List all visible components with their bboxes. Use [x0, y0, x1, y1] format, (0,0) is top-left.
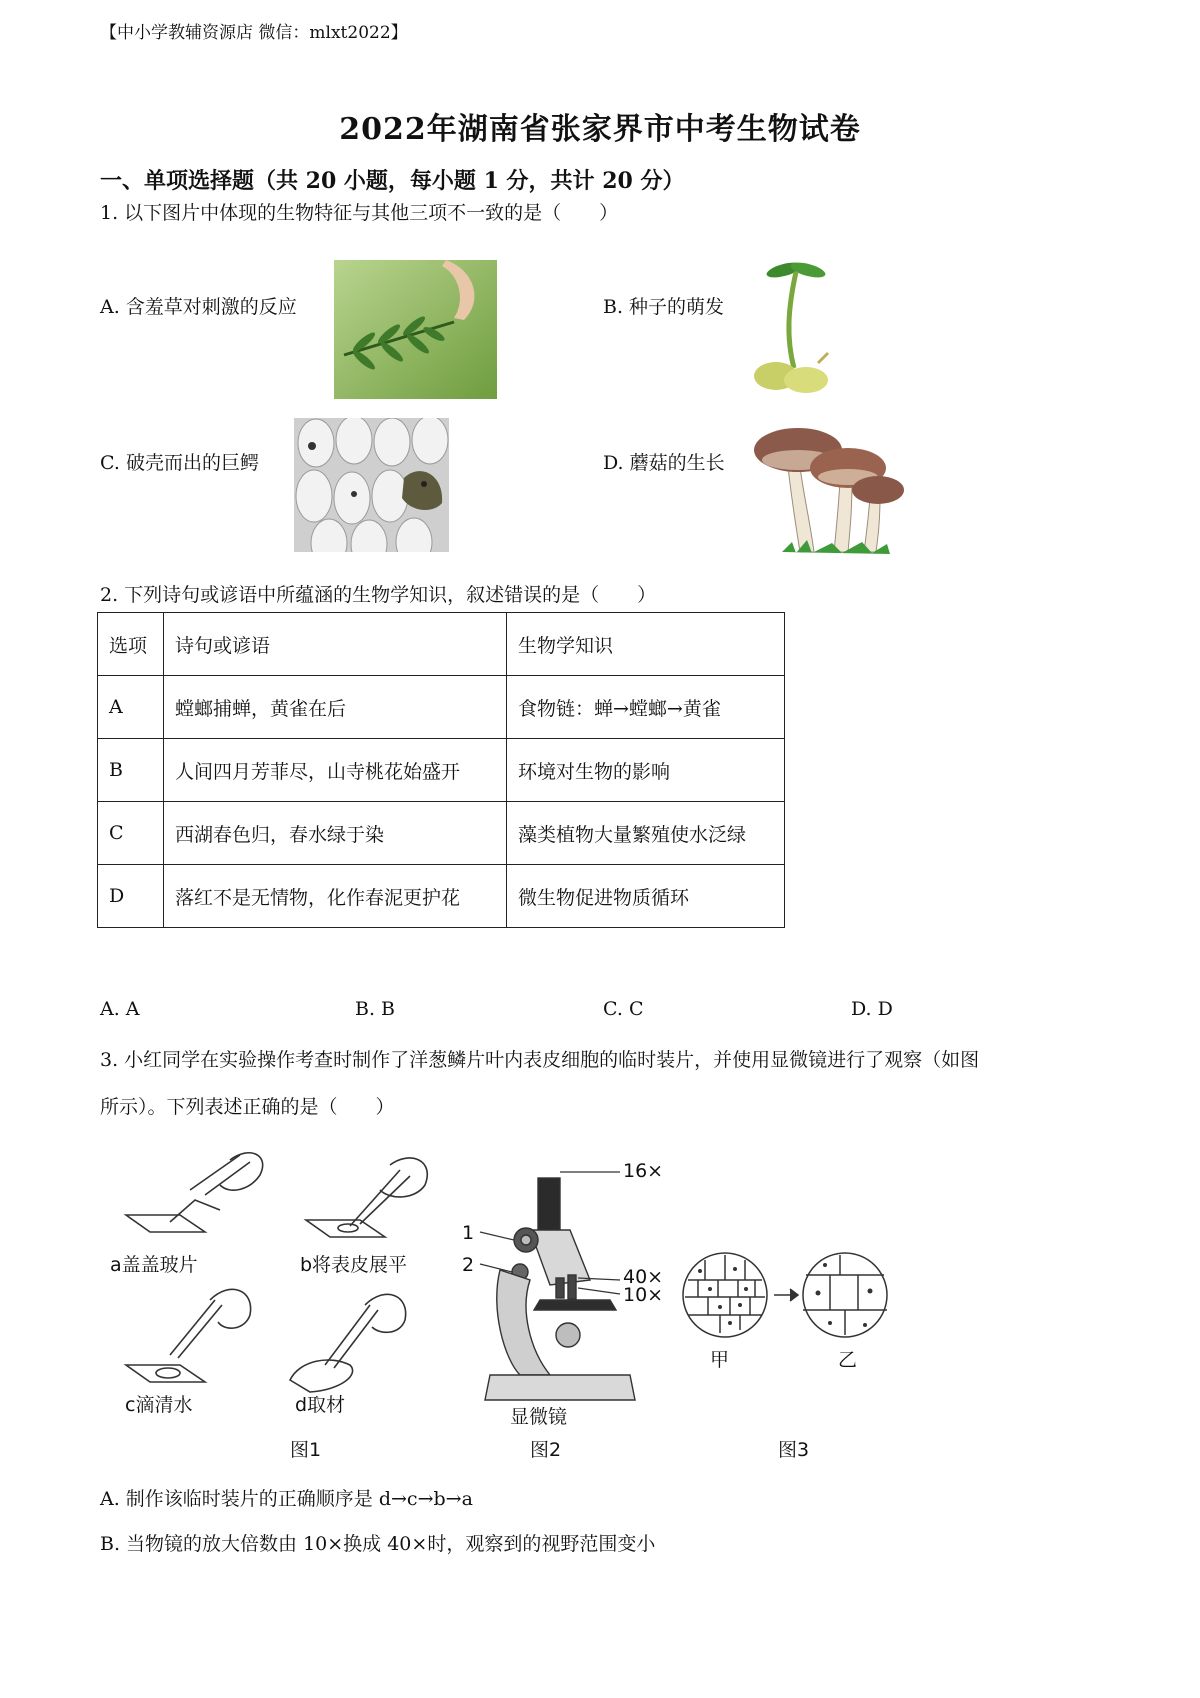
q2-answer-a: A. A	[100, 998, 140, 1020]
q3-option-a: A. 制作该临时装片的正确顺序是 d→c→b→a	[100, 1488, 473, 1510]
q1-option-b: B. 种子的萌发	[603, 296, 725, 318]
knowledge-table	[97, 612, 785, 928]
fig2-label-10x: 10×	[623, 1284, 664, 1306]
fig1-label-b: b将表皮展平	[300, 1254, 408, 1276]
q3-option-b: B. 当物镜的放大倍数由 10×换成 40×时，观察到的视野范围变小	[100, 1533, 656, 1555]
fig2-caption: 图2	[530, 1439, 562, 1461]
table-header-row	[98, 613, 785, 676]
fig3-label-yi: 乙	[838, 1349, 858, 1371]
table-cell: 食物链：蝉→螳螂→黄雀	[507, 676, 785, 739]
table-header-cell: 选项	[98, 613, 164, 676]
table-cell: 藻类植物大量繁殖使水泛绿	[507, 802, 785, 865]
sprouting-seed-image	[748, 258, 840, 400]
table-cell: 环境对生物的影响	[507, 739, 785, 802]
header-note: 【中小学教辅资源店 微信：mlxt2022】	[100, 23, 408, 43]
q2-answer-b: B. B	[355, 998, 396, 1020]
question-3-stem-line1: 3. 小红同学在实验操作考查时制作了洋葱鳞片叶内表皮细胞的临时装片，并使用显微镜进行了观察（如图	[100, 1049, 980, 1071]
fig1-label-d: d取材	[295, 1394, 346, 1416]
fig1-label-c: c滴清水	[125, 1394, 193, 1416]
q1-option-c: C. 破壳而出的巨鳄	[100, 452, 259, 474]
fig2-label-1: 1	[462, 1222, 475, 1244]
table-cell: 人间四月芳菲尽，山寺桃花始盛开	[164, 739, 507, 802]
fig2-label-eyepiece: 16×	[623, 1160, 664, 1182]
table-row	[98, 676, 785, 739]
fig2-label-2: 2	[462, 1254, 475, 1276]
q2-answer-d: D. D	[851, 998, 893, 1020]
question-1-stem: 1. 以下图片中体现的生物特征与其他三项不一致的是（ ）	[100, 202, 619, 224]
figure-1-slide-steps	[110, 1140, 450, 1460]
q1-option-a: A. 含羞草对刺激的反应	[100, 296, 297, 318]
fig2-label-microscope: 显微镜	[510, 1406, 568, 1428]
table-row	[98, 739, 785, 802]
table-cell: A	[98, 676, 164, 739]
table-row	[98, 865, 785, 928]
section-heading: 一、单项选择题（共 20 小题，每小题 1 分，共计 20 分）	[100, 168, 685, 194]
table-cell: 螳螂捕蝉，黄雀在后	[164, 676, 507, 739]
crocodile-hatching-photo	[294, 418, 449, 552]
table-cell: 西湖春色归，春水绿于染	[164, 802, 507, 865]
fig2-label-40x: 40×	[623, 1266, 664, 1288]
table-cell: C	[98, 802, 164, 865]
fig1-label-a: a盖盖玻片	[110, 1254, 198, 1276]
q2-answer-c: C. C	[603, 998, 644, 1020]
figure-2-microscope	[460, 1160, 680, 1460]
question-2-stem: 2. 下列诗句或谚语中所蕴涵的生物学知识，叙述错误的是（ ）	[100, 584, 657, 606]
page-title: 2022年湖南省张家界市中考生物试卷	[339, 112, 861, 147]
table-cell: B	[98, 739, 164, 802]
fig3-label-jia: 甲	[710, 1349, 730, 1371]
mimosa-photo	[334, 260, 497, 399]
table-cell: D	[98, 865, 164, 928]
table-header-cell: 诗句或谚语	[164, 613, 507, 676]
q1-option-d: D. 蘑菇的生长	[603, 452, 725, 474]
table-header-cell: 生物学知识	[507, 613, 785, 676]
fig1-caption: 图1	[290, 1439, 322, 1461]
question-3-stem-line2: 所示）。下列表述正确的是（ ）	[100, 1096, 395, 1118]
table-cell: 微生物促进物质循环	[507, 865, 785, 928]
table-cell: 落红不是无情物，化作春泥更护花	[164, 865, 507, 928]
figure-3-cell-views	[680, 1235, 910, 1460]
mushroom-image	[752, 412, 907, 562]
fig3-caption: 图3	[778, 1439, 810, 1461]
table-row	[98, 802, 785, 865]
